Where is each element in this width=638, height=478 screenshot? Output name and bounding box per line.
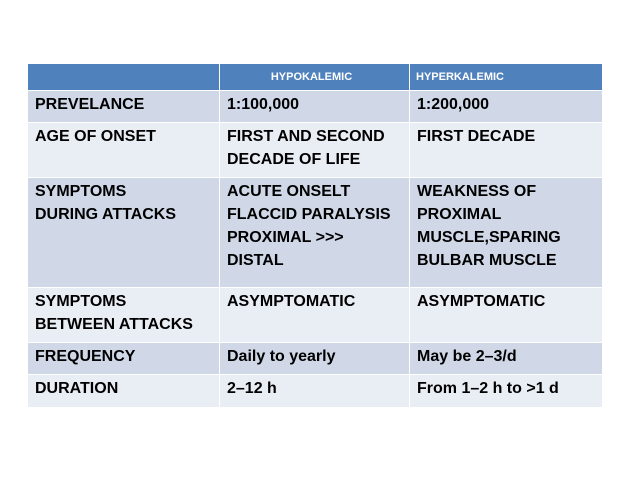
table-row-symptoms-between-attacks bbox=[28, 288, 603, 343]
hypo-value: Daily to yearly bbox=[220, 343, 410, 375]
header-hypokalemic: HYPOKALEMIC bbox=[220, 64, 410, 91]
row-label: AGE OF ONSET bbox=[28, 123, 220, 178]
row-label: FREQUENCY bbox=[28, 343, 220, 375]
hyper-value: WEAKNESS OF PROXIMAL MUSCLE,SPARING BULBAR MUSCLE bbox=[410, 178, 603, 288]
hyper-value: May be 2–3/d bbox=[410, 343, 603, 375]
hyper-value: FIRST DECADE bbox=[410, 123, 603, 178]
hypo-value: 2–12 h bbox=[220, 375, 410, 408]
table-row-duration bbox=[28, 375, 603, 408]
row-label: SYMPTOMS DURING ATTACKS bbox=[28, 178, 220, 288]
row-label: DURATION bbox=[28, 375, 220, 408]
hypo-value: ACUTE ONSELT FLACCID PARALYSIS PROXIMAL >>> DISTAL bbox=[220, 178, 410, 288]
table-row-frequency bbox=[28, 343, 603, 375]
hypo-value: ASYMPTOMATIC bbox=[220, 288, 410, 343]
header-hyperkalemic: HYPERKALEMIC bbox=[410, 64, 603, 91]
table-row-age-of-onset bbox=[28, 123, 603, 178]
hyper-value: ASYMPTOMATIC bbox=[410, 288, 603, 343]
hyper-value: 1:200,000 bbox=[410, 91, 603, 123]
hyper-value: From 1–2 h to >1 d bbox=[410, 375, 603, 408]
hypo-value: FIRST AND SECOND DECADE OF LIFE bbox=[220, 123, 410, 178]
header-empty-cell bbox=[28, 64, 220, 91]
row-label: PREVELANCE bbox=[28, 91, 220, 123]
table-header-row bbox=[28, 64, 603, 91]
table-row-symptoms-during-attacks bbox=[28, 178, 603, 288]
hypo-value: 1:100,000 bbox=[220, 91, 410, 123]
comparison-table bbox=[27, 63, 603, 408]
row-label: SYMPTOMS BETWEEN ATTACKS bbox=[28, 288, 220, 343]
table-row-prevalence bbox=[28, 91, 603, 123]
